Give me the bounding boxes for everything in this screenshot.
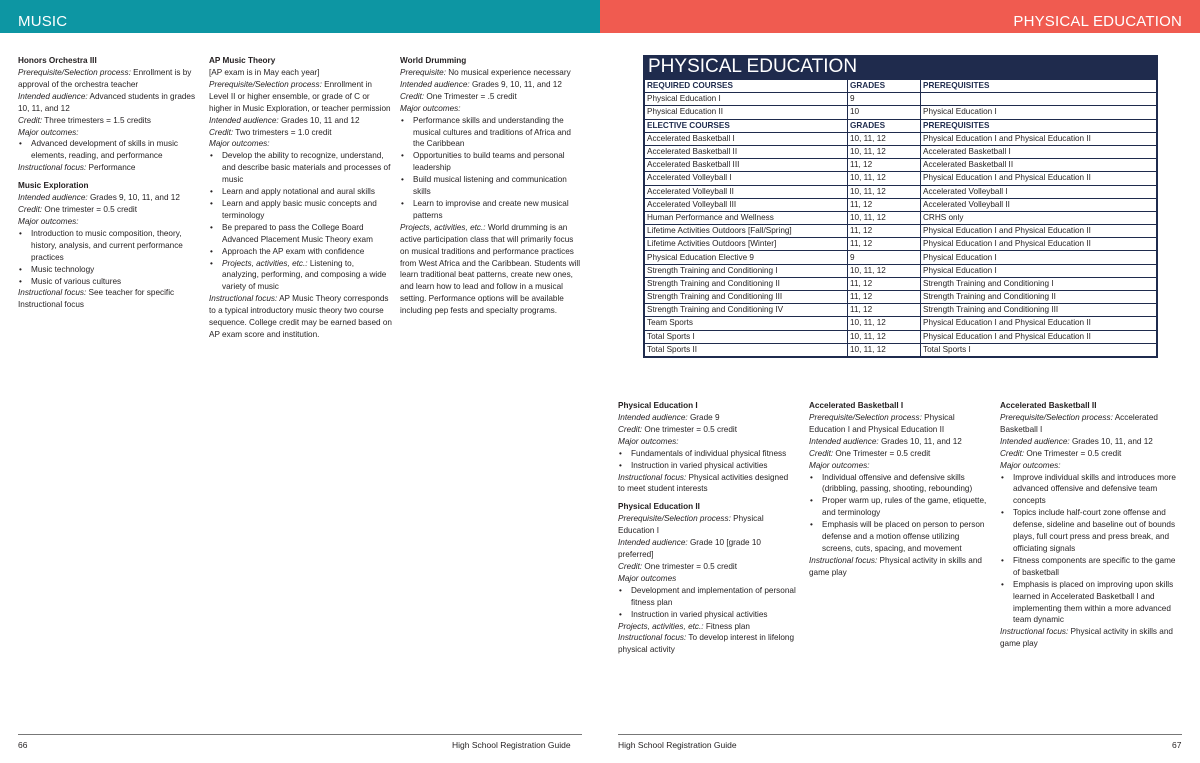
grades-cell: 11, 12 bbox=[848, 277, 921, 290]
grades-cell: 10, 11, 12 bbox=[848, 264, 921, 277]
outcome-item: • Projects, activities, etc.: Listening to, analyzing, performing, and composing a wide variety of music bbox=[209, 258, 392, 294]
outcomes-label: Major outcomes: bbox=[18, 127, 79, 137]
footer-rule-left bbox=[18, 734, 582, 735]
course-title: Physical Education II bbox=[618, 502, 700, 512]
table-row bbox=[645, 264, 1157, 277]
prereq-cell: Physical Education I bbox=[921, 264, 1157, 277]
course-projects: Projects, activities, etc.: World drumming is an active participation class that will primarily focus on musical traditions and performance practices from West Africa and the Caribbean. Students will learn traditional beat patterns, create new ones, and learn how to lead and follow in a musical setting. Performance options will be available including pep fests and specialty programs. bbox=[400, 222, 581, 316]
prereq-cell: Strength Training and Conditioning I bbox=[921, 277, 1157, 290]
outcomes-label: Major outcomes: bbox=[18, 216, 79, 226]
footer-guide-left: High School Registration Guide bbox=[452, 740, 571, 750]
outcomes-list bbox=[618, 448, 796, 472]
pe-column-2 bbox=[809, 400, 989, 579]
grades-cell: 11, 12 bbox=[848, 159, 921, 172]
outcome-item: • Development and implementation of personal fitness plan bbox=[618, 585, 796, 609]
course-credit: Credit: One trimester = 0.5 credit bbox=[18, 205, 138, 215]
course-cell: Strength Training and Conditioning II bbox=[645, 277, 848, 290]
course-focus: Instructional focus: Physical activity in skills and game play bbox=[1000, 627, 1173, 649]
course-prereq: Prerequisite: No musical experience necessary bbox=[400, 68, 571, 77]
course-cell: Strength Training and Conditioning III bbox=[645, 291, 848, 304]
page-number-left: 66 bbox=[18, 740, 28, 750]
outcome-item: • Improve individual skills and introduces more advanced offensive and defensive team concepts bbox=[1000, 472, 1182, 508]
table-row bbox=[645, 225, 1157, 238]
outcome-item: • Proper warm up, rules of the game, etiquette, and terminology bbox=[809, 495, 989, 519]
course-cell: Accelerated Basketball III bbox=[645, 159, 848, 172]
course-cell: Strength Training and Conditioning I bbox=[645, 264, 848, 277]
outcome-item: • Topics include half-court zone offense and defense, sideline and baseline out of bounds plays, full court press and press break, and officiating signals bbox=[1000, 507, 1182, 555]
pe-header-bar bbox=[600, 0, 1200, 33]
table-row bbox=[645, 317, 1157, 330]
table-row bbox=[645, 251, 1157, 264]
prereq-cell bbox=[921, 93, 1157, 106]
outcome-item: • Performance skills and understanding the musical cultures and traditions of Africa and the Caribbean bbox=[400, 115, 582, 151]
course-cell: Human Performance and Wellness bbox=[645, 211, 848, 224]
course-prereq: Prerequisite/Selection process: Enrollment is by approval of the orchestra teacher bbox=[18, 68, 192, 89]
table-row bbox=[645, 159, 1157, 172]
table-row bbox=[645, 238, 1157, 251]
course-cell: Accelerated Volleyball III bbox=[645, 198, 848, 211]
outcome-item: • Fitness components are specific to the game of basketball bbox=[1000, 555, 1182, 579]
course-title: World Drumming bbox=[400, 56, 467, 65]
course-cell: REQUIRED COURSES bbox=[645, 80, 848, 93]
course-prereq: Prerequisite/Selection process: Physical Education I and Physical Education II bbox=[809, 413, 955, 434]
table-row bbox=[645, 93, 1157, 106]
pe-table-grid bbox=[644, 79, 1157, 357]
course-audience: Intended audience: Grades 10, 11, and 12 bbox=[1000, 436, 1153, 446]
grades-cell: 11, 12 bbox=[848, 291, 921, 304]
grades-cell: 11, 12 bbox=[848, 225, 921, 238]
music-column-2 bbox=[209, 55, 392, 341]
prereq-cell: Strength Training and Conditioning III bbox=[921, 304, 1157, 317]
course-audience: Intended audience: Grades 9, 10, 11, and 12 bbox=[400, 79, 562, 89]
course-focus: Instructional focus: See teacher for specific Instructional focus bbox=[18, 288, 175, 310]
prereq-cell: Physical Education I and Physical Education II bbox=[921, 225, 1157, 238]
table-row bbox=[645, 106, 1157, 119]
course-cell: Physical Education I bbox=[645, 93, 848, 106]
grades-cell: 10, 11, 12 bbox=[848, 343, 921, 356]
course-cell: Physical Education Elective 9 bbox=[645, 251, 848, 264]
course-projects: Projects, activities, etc.: Fitness plan bbox=[618, 621, 750, 631]
prereq-cell: Accelerated Basketball I bbox=[921, 145, 1157, 158]
course-credit: Credit: One Trimester = .5 credit bbox=[400, 91, 517, 101]
outcomes-label: Major outcomes: bbox=[618, 436, 679, 446]
pe-table-title: PHYSICAL EDUCATION bbox=[644, 56, 1157, 79]
course-title: Physical Education I bbox=[618, 401, 698, 410]
course-audience: Intended audience: Grades 10, 11 and 12 bbox=[209, 115, 360, 125]
course-credit: Credit: Two trimesters = 1.0 credit bbox=[209, 127, 332, 137]
grades-cell: GRADES bbox=[848, 119, 921, 132]
table-row bbox=[645, 291, 1157, 304]
course-audience: Intended audience: Grade 9 bbox=[618, 413, 720, 422]
table-header-row bbox=[645, 80, 1157, 93]
outcome-item: • Opportunities to build teams and personal leadership bbox=[400, 150, 582, 174]
outcomes-list bbox=[18, 228, 198, 288]
music-column-3 bbox=[400, 55, 582, 317]
prereq-cell: Physical Education I bbox=[921, 251, 1157, 264]
table-row bbox=[645, 172, 1157, 185]
grades-cell: 9 bbox=[848, 93, 921, 106]
course-title: Honors Orchestra III bbox=[18, 56, 97, 65]
outcomes-label: Major outcomes: bbox=[809, 460, 870, 470]
course-cell: Total Sports II bbox=[645, 343, 848, 356]
course-credit: Credit: One trimester = 0.5 credit bbox=[618, 424, 738, 434]
course-focus: Instructional focus: Performance bbox=[18, 163, 136, 173]
course-note: [AP exam is in May each year] bbox=[209, 68, 320, 77]
table-row bbox=[645, 198, 1157, 211]
grades-cell: 11, 12 bbox=[848, 304, 921, 317]
prereq-cell: Accelerated Basketball II bbox=[921, 159, 1157, 172]
prereq-cell: Physical Education I and Physical Education II bbox=[921, 238, 1157, 251]
course-focus: Instructional focus: Physical activities designed to meet student interests bbox=[618, 472, 789, 494]
grades-cell: 11, 12 bbox=[848, 238, 921, 251]
prereq-cell: PREREQUISITES bbox=[921, 119, 1157, 132]
footer-guide-right: High School Registration Guide bbox=[618, 740, 737, 750]
course-cell: Accelerated Volleyball II bbox=[645, 185, 848, 198]
course-title: AP Music Theory bbox=[209, 56, 276, 65]
table-row bbox=[645, 132, 1157, 145]
outcome-item: • Learn and apply basic music concepts and terminology bbox=[209, 198, 392, 222]
outcome-item: • Music of various cultures bbox=[18, 276, 198, 288]
table-row bbox=[645, 277, 1157, 290]
grades-cell: 10, 11, 12 bbox=[848, 317, 921, 330]
outcome-item: • Instruction in varied physical activities bbox=[618, 609, 796, 621]
grades-cell: 10, 11, 12 bbox=[848, 172, 921, 185]
prereq-cell: Accelerated Volleyball I bbox=[921, 185, 1157, 198]
grades-cell: 10 bbox=[848, 106, 921, 119]
course-credit: Credit: One Trimester = 0.5 credit bbox=[1000, 448, 1122, 458]
grades-cell: GRADES bbox=[848, 80, 921, 93]
grades-cell: 10, 11, 12 bbox=[848, 132, 921, 145]
outcomes-list bbox=[209, 150, 392, 293]
outcomes-label: Major outcomes: bbox=[209, 139, 270, 149]
course-audience: Intended audience: Grades 9, 10, 11, and 12 bbox=[18, 193, 180, 203]
outcomes-label: Major outcomes: bbox=[400, 103, 461, 113]
prereq-cell: Accelerated Volleyball II bbox=[921, 198, 1157, 211]
outcome-item: • Be prepared to pass the College Board Advanced Placement Music Theory exam bbox=[209, 222, 392, 246]
music-column-1 bbox=[18, 55, 198, 311]
course-focus: Instructional focus: To develop interest in lifelong physical activity bbox=[618, 633, 794, 655]
prereq-cell: PREREQUISITES bbox=[921, 80, 1157, 93]
grades-cell: 9 bbox=[848, 251, 921, 264]
outcome-item: • Individual offensive and defensive skills (dribbling, passing, shooting, rebounding) bbox=[809, 472, 989, 496]
course-audience: Intended audience: Grades 10, 11, and 12 bbox=[809, 436, 962, 446]
footer-rule-right bbox=[618, 734, 1182, 735]
table-row bbox=[645, 343, 1157, 356]
prereq-cell: Physical Education I and Physical Education II bbox=[921, 330, 1157, 343]
course-credit: Credit: One Trimester = 0.5 credit bbox=[809, 448, 931, 458]
outcome-item: • Emphasis is placed on improving upon skills learned in Accelerated Basketball I and implementing them within a more advanced team dynamic bbox=[1000, 579, 1182, 627]
outcomes-list bbox=[1000, 472, 1182, 627]
table-row bbox=[645, 211, 1157, 224]
course-prereq: Prerequisite/Selection process: Accelerated Basketball I bbox=[1000, 413, 1158, 434]
outcomes-list bbox=[18, 138, 198, 162]
table-row bbox=[645, 330, 1157, 343]
music-header-bar bbox=[0, 0, 600, 33]
music-header-title: MUSIC bbox=[18, 13, 68, 30]
course-title: Music Exploration bbox=[18, 181, 89, 191]
prereq-cell: Physical Education I bbox=[921, 106, 1157, 119]
course-cell: Strength Training and Conditioning IV bbox=[645, 304, 848, 317]
course-prereq: Prerequisite/Selection process: Physical Education I bbox=[618, 514, 764, 536]
course-credit: Credit: Three trimesters = 1.5 credits bbox=[18, 115, 151, 125]
outcome-item: • Emphasis will be placed on person to person defense and a motion offense utilizing screens, cuts, spacing, and movement bbox=[809, 519, 989, 555]
prereq-cell: Physical Education I and Physical Education II bbox=[921, 172, 1157, 185]
outcome-item: • Introduction to music composition, theory, history, analysis, and current performance practices bbox=[18, 228, 198, 264]
course-focus: Instructional focus: AP Music Theory corresponds to a typical introductory music theory two course sequence. College credit may be earned based on AP exam score and institution. bbox=[209, 294, 392, 339]
page-number-right: 67 bbox=[1172, 740, 1182, 750]
outcomes-label: Major outcomes: bbox=[1000, 460, 1061, 470]
course-cell: Accelerated Basketball I bbox=[645, 132, 848, 145]
course-cell: Accelerated Volleyball I bbox=[645, 172, 848, 185]
outcomes-list bbox=[618, 585, 796, 621]
outcome-item: • Approach the AP exam with confidence bbox=[209, 246, 392, 258]
outcomes-list bbox=[400, 115, 582, 222]
course-title: Accelerated Basketball II bbox=[1000, 401, 1097, 410]
outcome-item: • Advanced development of skills in music elements, reading, and performance bbox=[18, 138, 198, 162]
outcome-item: • Develop the ability to recognize, understand, and describe basic materials and processes of music bbox=[209, 150, 392, 186]
course-title: Accelerated Basketball I bbox=[809, 401, 904, 410]
course-cell: Team Sports bbox=[645, 317, 848, 330]
table-header-row bbox=[645, 119, 1157, 132]
outcomes-label: Major outcomes bbox=[618, 573, 677, 583]
course-cell: ELECTIVE COURSES bbox=[645, 119, 848, 132]
prereq-cell: Physical Education I and Physical Education II bbox=[921, 132, 1157, 145]
outcome-item: • Fundamentals of individual physical fitness bbox=[618, 448, 796, 460]
pe-column-1 bbox=[618, 400, 796, 656]
course-cell: Accelerated Basketball II bbox=[645, 145, 848, 158]
prereq-cell: Physical Education I and Physical Education II bbox=[921, 317, 1157, 330]
table-row bbox=[645, 145, 1157, 158]
course-cell: Physical Education II bbox=[645, 106, 848, 119]
course-cell: Lifetime Activities Outdoors [Winter] bbox=[645, 238, 848, 251]
course-prereq: Prerequisite/Selection process: Enrollment in Level II or higher ensemble, or grade of C or higher in Music Exploration, or teacher permission bbox=[209, 79, 391, 113]
grades-cell: 10, 11, 12 bbox=[848, 145, 921, 158]
table-row bbox=[645, 304, 1157, 317]
course-credit: Credit: One trimester = 0.5 credit bbox=[618, 561, 738, 571]
table-row bbox=[645, 185, 1157, 198]
course-cell: Total Sports I bbox=[645, 330, 848, 343]
grades-cell: 10, 11, 12 bbox=[848, 211, 921, 224]
outcome-item: • Build musical listening and communication skills bbox=[400, 174, 582, 198]
grades-cell: 10, 11, 12 bbox=[848, 185, 921, 198]
course-audience: Intended audience: Grade 10 [grade 10 preferred] bbox=[618, 538, 761, 560]
prereq-cell: Strength Training and Conditioning II bbox=[921, 291, 1157, 304]
course-audience: Intended audience: Advanced students in grades 10, 11, and 12 bbox=[18, 91, 196, 113]
prereq-cell: Total Sports I bbox=[921, 343, 1157, 356]
pe-column-3 bbox=[1000, 400, 1182, 650]
outcome-item: • Learn and apply notational and aural skills bbox=[209, 186, 392, 198]
course-focus: Instructional focus: Physical activity in skills and game play bbox=[809, 555, 982, 577]
grades-cell: 10, 11, 12 bbox=[848, 330, 921, 343]
pe-course-table bbox=[643, 55, 1158, 358]
pe-header-title: PHYSICAL EDUCATION bbox=[1013, 13, 1182, 30]
prereq-cell: CRHS only bbox=[921, 211, 1157, 224]
course-cell: Lifetime Activities Outdoors [Fall/Spring] bbox=[645, 225, 848, 238]
grades-cell: 11, 12 bbox=[848, 198, 921, 211]
outcome-item: • Instruction in varied physical activities bbox=[618, 460, 796, 472]
outcome-item: • Learn to improvise and create new musical patterns bbox=[400, 198, 582, 222]
outcome-item: • Music technology bbox=[18, 264, 198, 276]
outcomes-list bbox=[809, 472, 989, 555]
